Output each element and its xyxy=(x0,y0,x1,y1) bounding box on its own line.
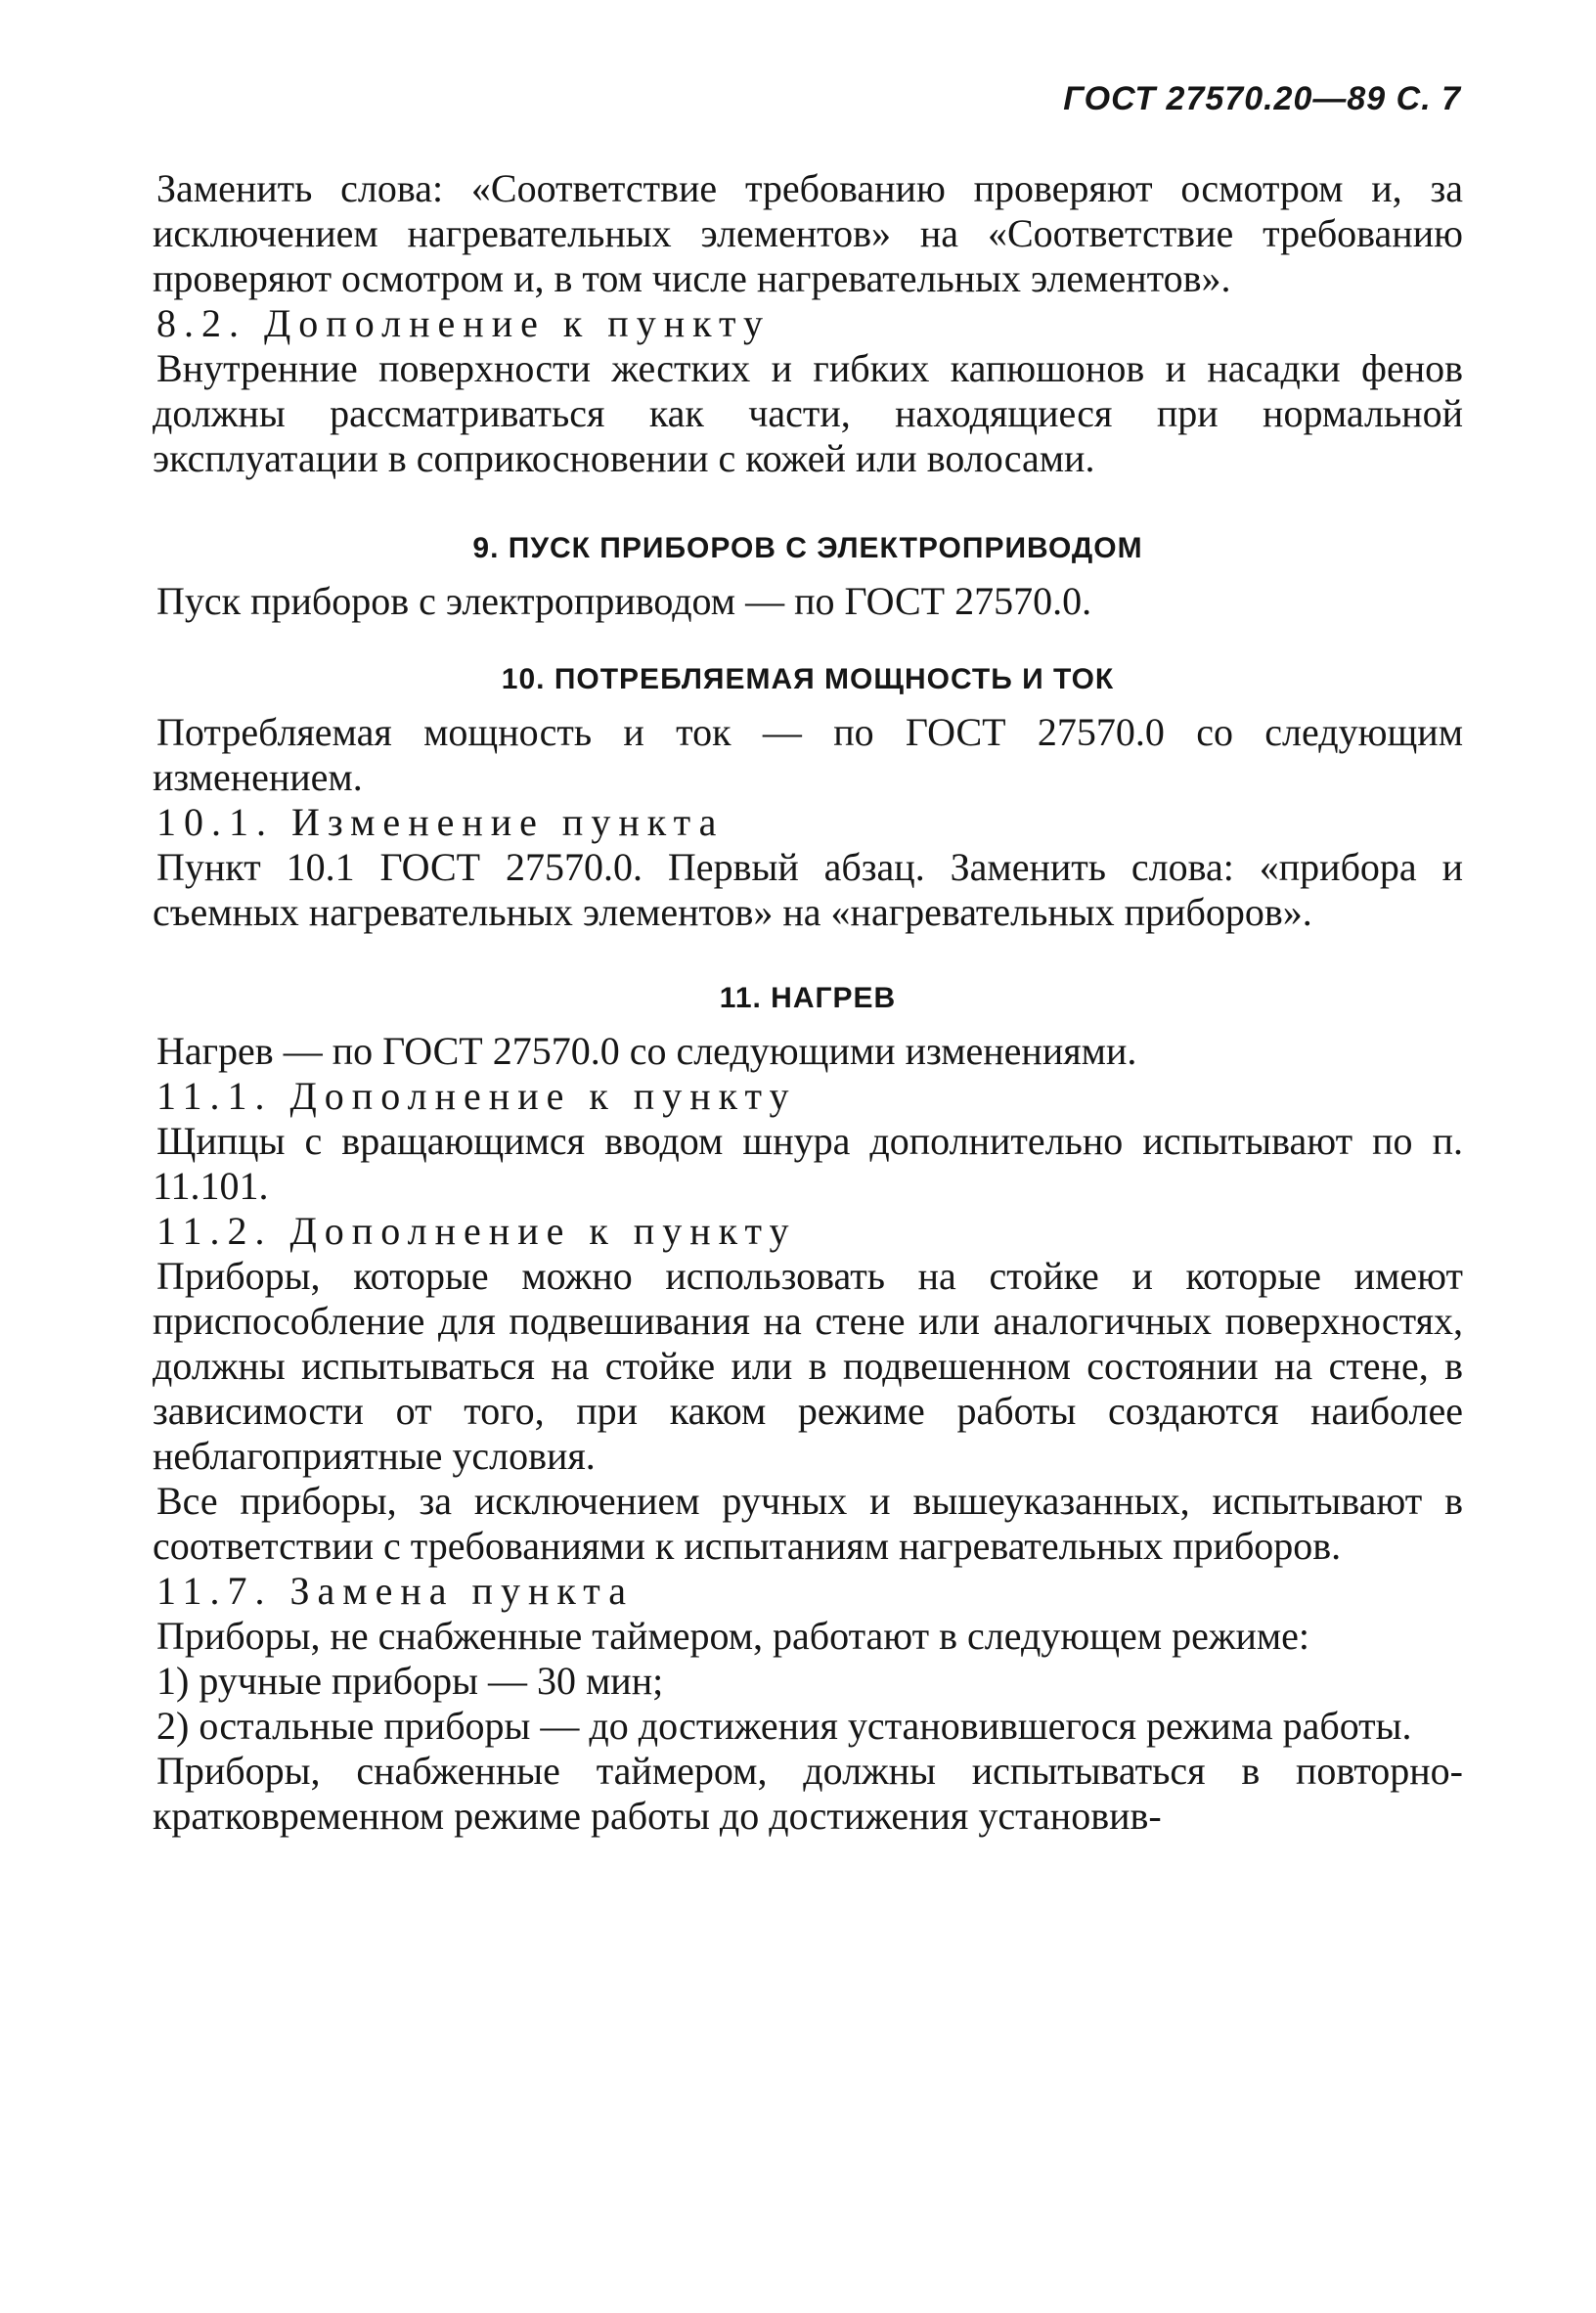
clause-heading: 11.2. Дополнение к пункту xyxy=(156,1209,797,1253)
paragraph: Все приборы, за исключением ручных и вышеуказанных, испытывают в соответствии с требованиями к испытаниям нагревательных приборов. xyxy=(153,1479,1463,1568)
clause-heading: 11.1. Дополнение к пункту xyxy=(156,1074,797,1118)
paragraph: Щипцы с вращающимся вводом шнура дополнительно испытывают по п. 11.101. xyxy=(153,1119,1463,1208)
paragraph: Заменить слова: «Соответствие требованию проверяют осмотром и, за исключением нагревательных элементов» на «Соответствие требованию проверяют осмотром и, в том числе нагревательных элементов». xyxy=(153,166,1463,300)
page-body xyxy=(153,166,1463,1839)
paragraph: Пуск приборов с электроприводом — по ГОСТ 27570.0. xyxy=(156,579,1092,623)
list-item: 1) ручные приборы — 30 мин; xyxy=(156,1659,664,1703)
section-heading-9: 9. ПУСК ПРИБОРОВ С ЭЛЕКТРОПРИВОДОМ xyxy=(472,532,1143,564)
page-header: ГОСТ 27570.20—89 С. 7 xyxy=(1063,80,1461,117)
paragraph: Потребляемая мощность и ток — по ГОСТ 27570.0 со следующим изменением. xyxy=(153,710,1463,799)
section-heading-11: 11. НАГРЕВ xyxy=(719,982,897,1014)
paragraph: Приборы, которые можно использовать на стойке и которые имеют приспособление для подвешивания на стене или аналогичных поверхностях, должны испытываться на стойке или в подвешенном состоянии на стене, в зависимости от того, при каком режиме работы создаются наиболее неблагоприятные условия. xyxy=(153,1254,1463,1478)
paragraph: Приборы, снабженные таймером, должны испытываться в повторно-кратковременном режиме работы до достижения установив- xyxy=(153,1749,1463,1838)
clause-heading: 11.7. Замена пункта xyxy=(156,1569,634,1613)
paragraph: Нагрев — по ГОСТ 27570.0 со следующими изменениями. xyxy=(156,1029,1137,1073)
paragraph: Внутренние поверхности жестких и гибких капюшонов и насадки фенов должны рассматриваться как части, находящиеся при нормальной эксплуатации в соприкосновении с кожей или волосами. xyxy=(153,346,1463,480)
clause-heading: 10.1. Изменение пункта xyxy=(156,800,725,844)
section-heading-10: 10. ПОТРЕБЛЯЕМАЯ МОЩНОСТЬ И ТОК xyxy=(501,663,1115,695)
paragraph: Пункт 10.1 ГОСТ 27570.0. Первый абзац. Заменить слова: «прибора и съемных нагревательных элементов» на «нагревательных приборов». xyxy=(153,845,1463,934)
list-item: 2) остальные приборы — до достижения установившегося режима работы. xyxy=(156,1704,1412,1748)
clause-heading: 8.2. Дополнение к пункту xyxy=(156,301,771,345)
paragraph: Приборы, не снабженные таймером, работают в следующем режиме: xyxy=(156,1614,1310,1658)
